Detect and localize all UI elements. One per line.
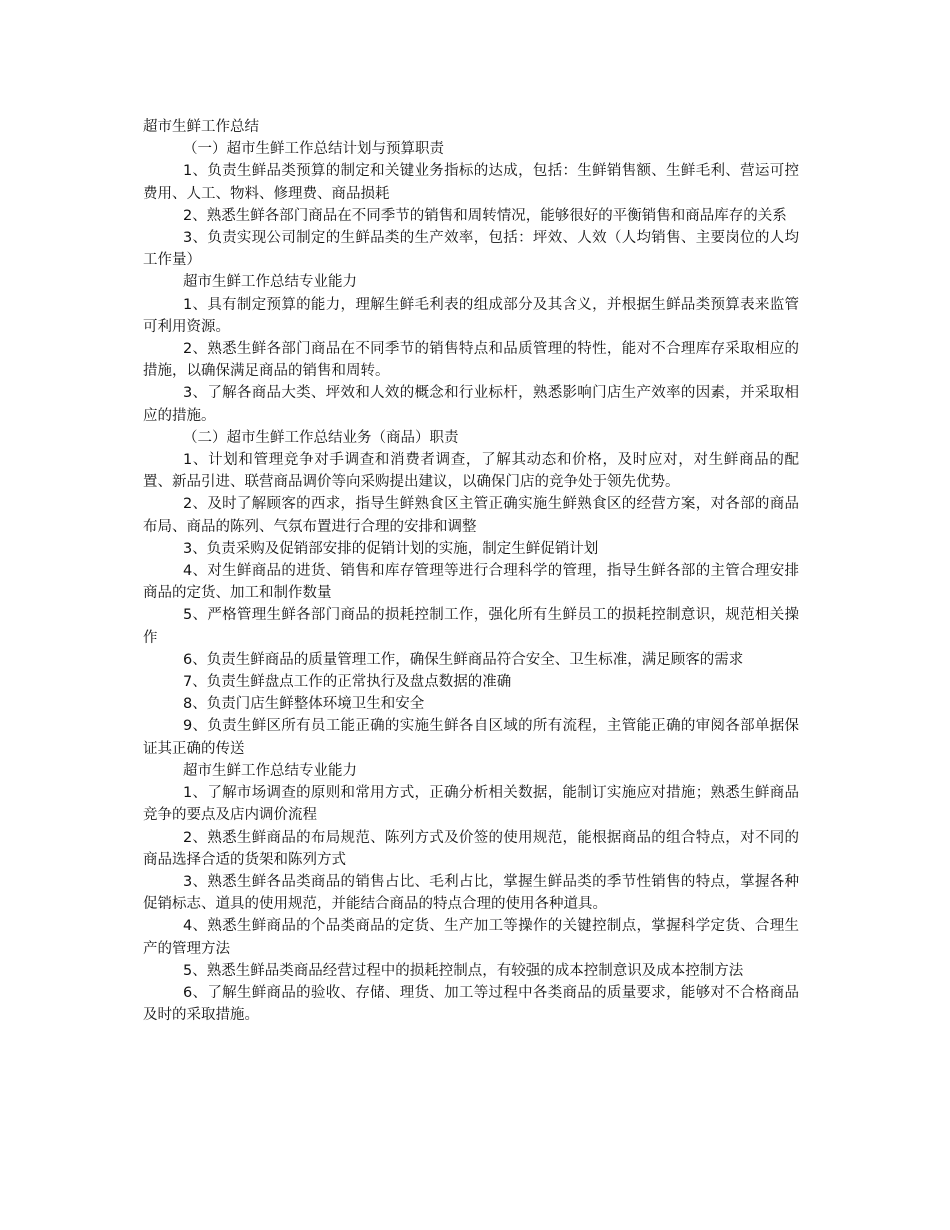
paragraph: 3、负责实现公司制定的生鲜品类的生产效率，包括：坪效、人效（人均销售、主要岗位的人均工作量）: [143, 230, 799, 269]
section-heading: 超市生鲜工作总结专业能力: [183, 762, 357, 779]
paragraph: 4、对生鲜商品的进货、销售和库存管理等进行合理科学的管理，指导生鲜各部的主管合理安排商品的定货、加工和制作数量: [143, 563, 799, 602]
paragraph: 7、负责生鲜盘点工作的正常执行及盘点数据的准确: [183, 674, 512, 691]
section-heading: 超市生鲜工作总结专业能力: [183, 274, 357, 291]
paragraph: 4、熟悉生鲜商品的个品类商品的定货、生产加工等操作的关键控制点，掌握科学定货、合理生产的管理方法: [143, 918, 799, 957]
paragraph: 1、具有制定预算的能力，理解生鲜毛利表的组成部分及其含义，并根据生鲜品类预算表来监管可利用资源。: [143, 296, 799, 335]
paragraph: 8、负责门店生鲜整体环境卫生和安全: [183, 696, 425, 713]
paragraph: 1、计划和管理竞争对手调查和消费者调查，了解其动态和价格，及时应对，对生鲜商品的配置、新品引进、联营商品调价等向采购提出建议，以确保门店的竞争处于领先优势。: [143, 452, 799, 491]
paragraph: 3、了解各商品大类、坪效和人效的概念和行业标杆，熟悉影响门店生产效率的因素，并采取相应的措施。: [143, 385, 799, 424]
paragraph: 6、了解生鲜商品的验收、存储、理货、加工等过程中各类商品的质量要求，能够对不合格商品及时的采取措施。: [143, 984, 799, 1024]
paragraph: 1、了解市场调查的原则和常用方式，正确分析相关数据，能制订实施应对措施；熟悉生鲜商品竞争的要点及店内调价流程: [143, 785, 799, 824]
paragraph: 5、严格管理生鲜各部门商品的损耗控制工作，强化所有生鲜员工的损耗控制意识，规范相关操作: [143, 607, 799, 646]
document-body: [143, 138, 799, 1026]
document-title: 超市生鲜工作总结: [143, 119, 259, 135]
paragraph: 3、熟悉生鲜各品类商品的销售占比、毛利占比，掌握生鲜品类的季节性销售的特点，掌握各种促销标志、道具的使用规范，并能结合商品的特点合理的使用各种道具。: [143, 873, 799, 913]
paragraph: 5、熟悉生鲜品类商品经营过程中的损耗控制点，有较强的成本控制意识及成本控制方法: [183, 962, 744, 979]
paragraph: 1、负责生鲜品类预算的制定和关键业务指标的达成，包括：生鲜销售额、生鲜毛利、营运可控费用、人工、物料、修理费、商品损耗: [143, 163, 799, 202]
document-page: [143, 116, 799, 1026]
paragraph: 2、熟悉生鲜各部门商品在不同季节的销售和周转情况，能够很好的平衡销售和商品库存的关系: [183, 207, 787, 224]
paragraph: 9、负责生鲜区所有员工能正确的实施生鲜各自区域的所有流程，主管能正确的审阅各部单据保证其正确的传送: [143, 718, 799, 757]
section-heading: （二）超市生鲜工作总结业务（商品）职责: [183, 429, 459, 446]
paragraph: 2、熟悉生鲜商品的布局规范、陈列方式及价签的使用规范，能根据商品的组合特点，对不同的商品选择合适的货架和陈列方式: [143, 829, 799, 868]
paragraph: 6、负责生鲜商品的质量管理工作，确保生鲜商品符合安全、卫生标准，满足顾客的需求: [183, 651, 744, 668]
section-heading: （一）超市生鲜工作总结计划与预算职责: [183, 141, 444, 158]
paragraph: 2、及时了解顾客的西求，指导生鲜熟食区主管正确实施生鲜熟食区的经营方案，对各部的商品布局、商品的陈列、气氛布置进行合理的安排和调整: [143, 496, 799, 535]
paragraph: 2、熟悉生鲜各部门商品在不同季节的销售特点和品质管理的特性，能对不合理库存采取相应的措施，以确保满足商品的销售和周转。: [143, 341, 799, 380]
paragraph: 3、负责采购及促销部安排的促销计划的实施，制定生鲜促销计划: [183, 540, 599, 557]
